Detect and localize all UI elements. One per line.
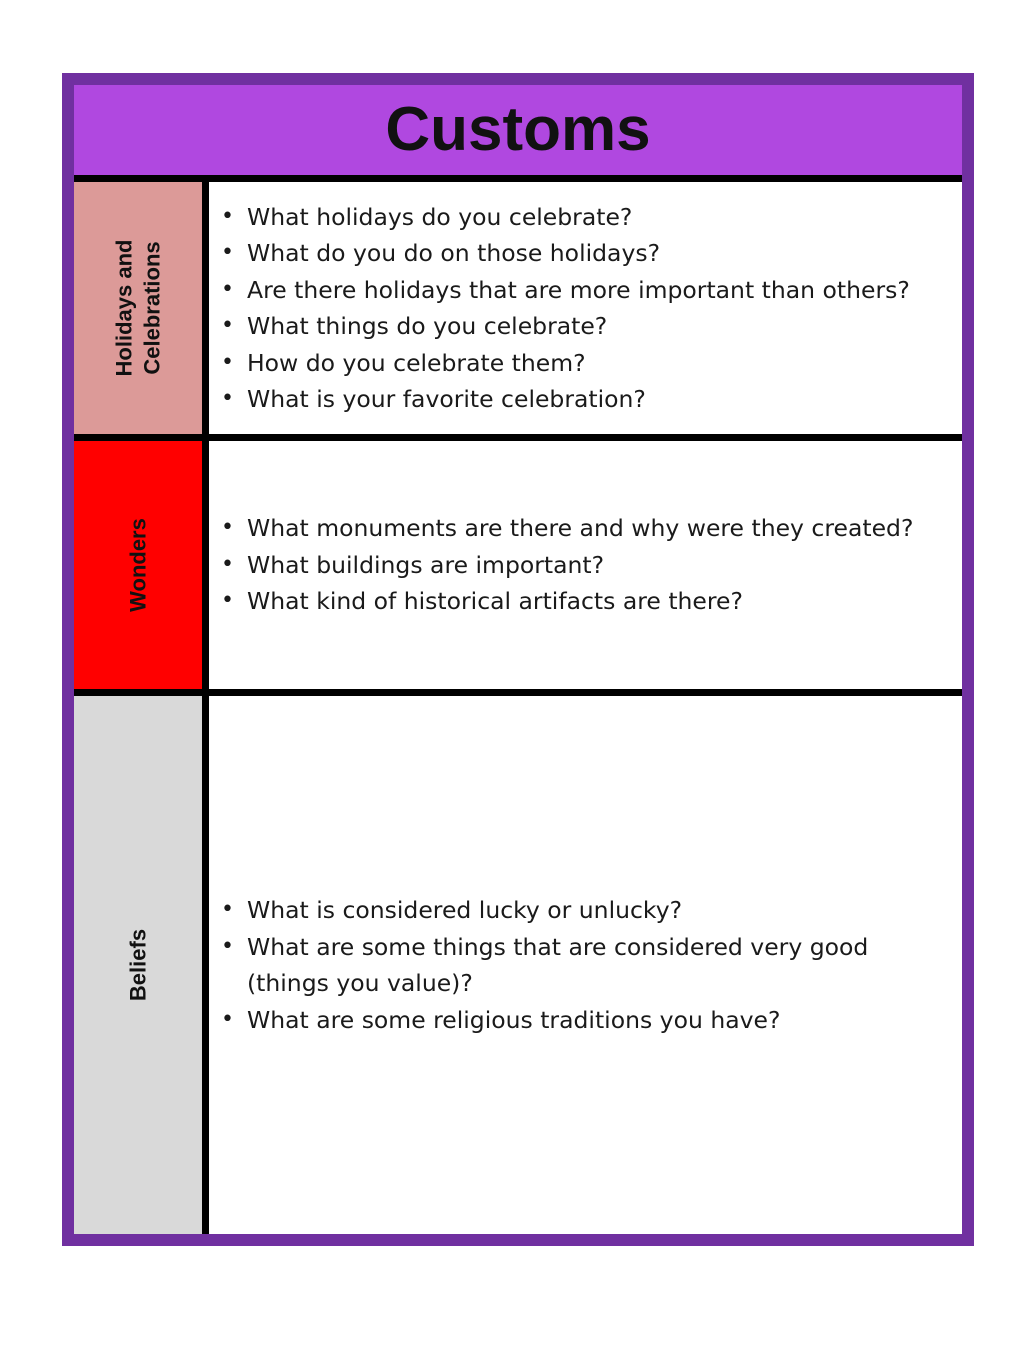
section-label-beliefs	[74, 696, 209, 1234]
question-list	[209, 892, 951, 1038]
question-item: • How do you celebrate them?	[221, 345, 951, 382]
question-item: • Are there holidays that are more important than others?	[221, 272, 951, 309]
section-label-wonders	[74, 441, 209, 689]
question-list	[209, 199, 951, 418]
question-item: • What things do you celebrate?	[221, 308, 951, 345]
question-item: • What is considered lucky or unlucky?	[221, 892, 951, 929]
customs-card	[62, 73, 974, 1246]
header-banner	[74, 85, 962, 182]
section-label-line: Wonders	[125, 518, 151, 612]
question-item: • What buildings are important?	[221, 547, 951, 584]
question-item: • What are some things that are considered very good (things you value)?	[221, 929, 951, 1002]
section-content-beliefs	[209, 696, 962, 1234]
section-holidays	[74, 182, 962, 441]
section-label-line: Holidays and	[111, 239, 137, 377]
section-content-holidays	[209, 182, 962, 434]
section-label-holidays	[74, 182, 209, 434]
question-item: • What monuments are there and why were they created?	[221, 510, 951, 547]
question-item: • What is your favorite celebration?	[221, 381, 951, 418]
section-label-line: Celebrations	[139, 241, 164, 375]
question-list	[209, 510, 951, 620]
page-title: Customs	[385, 95, 651, 164]
section-content-wonders	[209, 441, 962, 689]
section-beliefs	[74, 696, 962, 1234]
section-label-line: Beliefs	[125, 928, 151, 1002]
section-wonders	[74, 441, 962, 696]
question-item: • What holidays do you celebrate?	[221, 199, 951, 236]
question-item: • What are some religious traditions you have?	[221, 1002, 951, 1039]
question-item: • What kind of historical artifacts are there?	[221, 583, 951, 620]
question-item: • What do you do on those holidays?	[221, 235, 951, 272]
